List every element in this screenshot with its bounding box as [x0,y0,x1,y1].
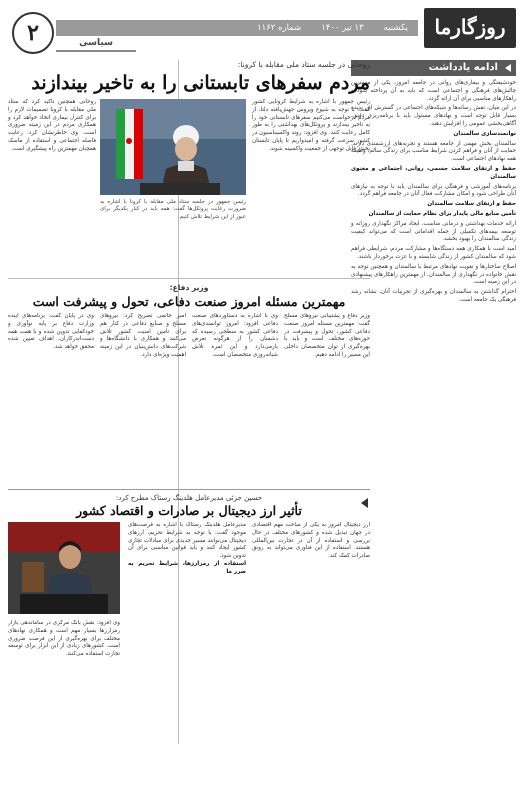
sidebar-paragraph: اصلاح ساختارها و تقویت نهادهای مرتبط با سالمندان و همچنین توجه به نقش خانواده در نگهداری از سالمندان، از مهمترین راهکارهای پیشنهادی در این زمینه است. [351,263,516,286]
section-label: سیاسی [56,38,136,52]
date-label: ۱۳ تیر ۱۴۰۰ [321,23,364,33]
sidebar-paragraph: برنامه‌های آموزشی و فرهنگی برای سالمندان باید با توجه به نیازهای آنان طراحی شود و امکان مشارکت فعال آنان در جامعه فراهم گردد. [351,183,516,198]
story2-column: امیر حاتمی تصریح کرد: نیروهای مسلح و صنایع دفاعی در کنار هم برای تامین امنیت کشور تلاش می‌کنند و همکاری با دانشگاه‌ها و شرکت‌های دانش‌بنیان در این زمینه اهمیت ویژه‌ای دارد. [100,313,186,358]
issue-label: شماره ۱۱۶۲ [257,23,302,33]
sidebar-subhead: حفظ و ارتقای سلامت سالمندان [427,201,516,208]
story2 [8,313,370,483]
sidebar-paragraph: ارائه خدمات بهداشتی و درمانی مناسب، ایجاد مراکز نگهداری روزانه و توسعه بیمه‌های تکمیلی از جمله اقداماتی است که می‌تواند کیفیت زندگی سالمندان را بهبود بخشد. [351,220,516,243]
sidebar-title: ادامه یادداشت [351,60,516,76]
story2-kicker: وزیر دفاع: [169,283,209,292]
sidebar-body [351,80,516,305]
story1 [8,99,370,274]
sidebar-paragraph: سالمندان بخش مهمی از جامعه هستند و تجربه‌های ارزشمندی دارند. حمایت از آنان و فراهم کردن شرایط مناسب برای زندگی سالم، وظیفه همه نهادهای اجتماعی است. [351,140,516,163]
sidebar-subhead: تأمین منابع مالی پایدار برای نظام حمایت از سالمندان [368,210,516,217]
story3-kicker: حسین جزئی مدیرعامل هلدینگ رستاک مطرح کرد: [115,494,263,502]
story2-column: وی با اشاره به دستاوردهای صنعت دفاعی افزود: امروز توانمندی‌های دفاعی کشور به سطحی رسیده که دشمنان را از هرگونه تعرض بازمی‌دارد و این ثمره تلاش شبانه‌روزی متخصصان است. [192,313,278,358]
newspaper-logo: روزگارما [424,8,516,48]
story3-column-right: ارز دیجیتال امروز به یکی از مباحث مهم اقتصادی در جهان تبدیل شده و کشورهای مختلف در حال بررسی و استفاده از آن در تجارت بین‌المللی هستند. استفاده از این فناوری می‌تواند به رونق صادرات کمک کند. [252,522,370,560]
sidebar-column [351,60,516,744]
story3-header [8,489,370,518]
story2-column: وی در پایان گفت: برنامه‌های آینده وزارت دفاع بر پایه نوآوری و خودکفایی تدوین شده و با همت همه دست‌اندرکاران، اهداف تعیین شده محقق خواهد شد. [8,313,94,351]
story3-text: مدیرعامل هلدینگ رستاک با اشاره به فرصت‌های موجود گفت: با توجه به شرایط تحریم، ارزهای دیجیتال می‌توانند مسیر جدیدی برای مبادلات تجاری کشور ایجاد کنند و باید قوانین مناسبی برای آن تدوین شود. [128,522,246,560]
sidebar-paragraph: خودشیفتگی و بیماری‌های روانی در جامعه امروز، یکی از مهمترین چالش‌های فرهنگی و اجتماعی است که باید به آن پرداخته شود و راهکارهای مناسبی برای آن ارائه گردد. [351,80,516,102]
ceo-photo [8,522,120,614]
story1-caption: رئیس جمهور در جلسه ستاد ملی مقابله با کرونا با اشاره به ضرورت رعایت پروتکل‌ها گفت: همه باید در کنار یکدیگر برای عبور از این شرایط تلاش کنیم. [100,199,246,220]
story-separator [8,278,370,279]
sidebar-subhead: حفظ و ارتقای سلامت جسمی، روانی، اجتماعی و معنوی سالمندان [351,165,516,180]
story3-subhead: استفاده از رمزارزها، شرایط تحریم به ضرر ما [128,560,246,575]
sidebar-subhead: توانمندسازی سالمندان [453,130,516,137]
date-bar [56,20,418,36]
arrow-icon [361,498,368,508]
story1-kicker: روحانی در جلسه ستاد ملی مقابله با کرونا: [237,60,370,69]
story3-photo [8,522,120,614]
day-label: یکشنبه [383,23,408,33]
story2-column: وزیر دفاع و پشتیبانی نیروهای مسلح گفت: مهمترین مسئله امروز صنعت دفاعی کشور، تحول و پیشرفت در حوزه‌های مختلف است و باید با بهره‌گیری از توان متخصصان داخلی این مسیر را ادامه دهیم. [284,313,370,358]
sidebar-paragraph: احترام گذاشتن به سالمندان و بهره‌گیری از تجربیات آنان، نشانه رشد فرهنگی یک جامعه است. [351,289,516,303]
story1-photo [100,99,246,195]
sidebar-paragraph: امید است با همکاری همه دستگاه‌ها و مشارکت مردم، شرایطی فراهم شود که سالمندان کشور از زندگی شایسته و با عزت برخوردار باشند. [351,246,516,260]
story3-column-left: وی افزود: نقش بانک مرکزی در ساماندهی بازار رمزارزها بسیار مهم است و همکاری نهادهای مختلف برای بهره‌گیری از این فرصت ضروری است. کشورهای زیادی از این ابزار برای توسعه تجارت استفاده می‌کنند. [8,620,120,658]
story3-column-middle [128,522,246,787]
story1-headline: مردم سفرهای تابستانی را به تاخیر بیندازند [31,72,370,94]
president-photo [100,99,246,195]
sidebar-paragraph: در این میان، نقش رسانه‌ها و شبکه‌های اجتماعی در گسترش این پدیده بسیار قابل توجه است و نهادهای مسئول باید با برنامه‌ریزی دقیق، آگاهی‌بخشی عمومی را افزایش دهند. [351,105,516,127]
story2-headline: مهمترین مسئله امروز صنعت دفاعی، تحول و پیشرفت است [32,294,346,309]
page-number: ۲ [12,12,54,54]
story1-text-left: روحانی همچنین تاکید کرد که ستاد ملی مقابله با کرونا تصمیمات لازم را برای کنترل بیماری اتخاذ خواهد کرد و همکاری مردم در این زمینه ضروری است. وی خاطرنشان کرد: رعایت فاصله اجتماعی و استفاده از ماسک همچنان مهمترین راه پیشگیری است. [8,99,96,152]
story3-headline: تأثیر ارز دیجیتال بر صادرات و اقتصاد کشور [76,503,302,518]
masthead [8,6,516,52]
story1-text-right: رئیس جمهور با اشاره به شرایط کرونایی کشور گفت: با توجه به شیوع ویروس جهش‌یافته دلتا، از مردم درخواست می‌کنیم سفرهای تابستانی خود را به تاخیر بیندازند و پروتکل‌های بهداشتی را به طور کامل رعایت کنند. وی افزود: روند واکسیناسیون در کشور سرعت گرفته و امیدواریم تا پایان تابستان بخش قابل توجهی از جمعیت واکسینه شوند. [252,99,370,152]
story3 [8,522,370,787]
main-area [8,60,370,744]
